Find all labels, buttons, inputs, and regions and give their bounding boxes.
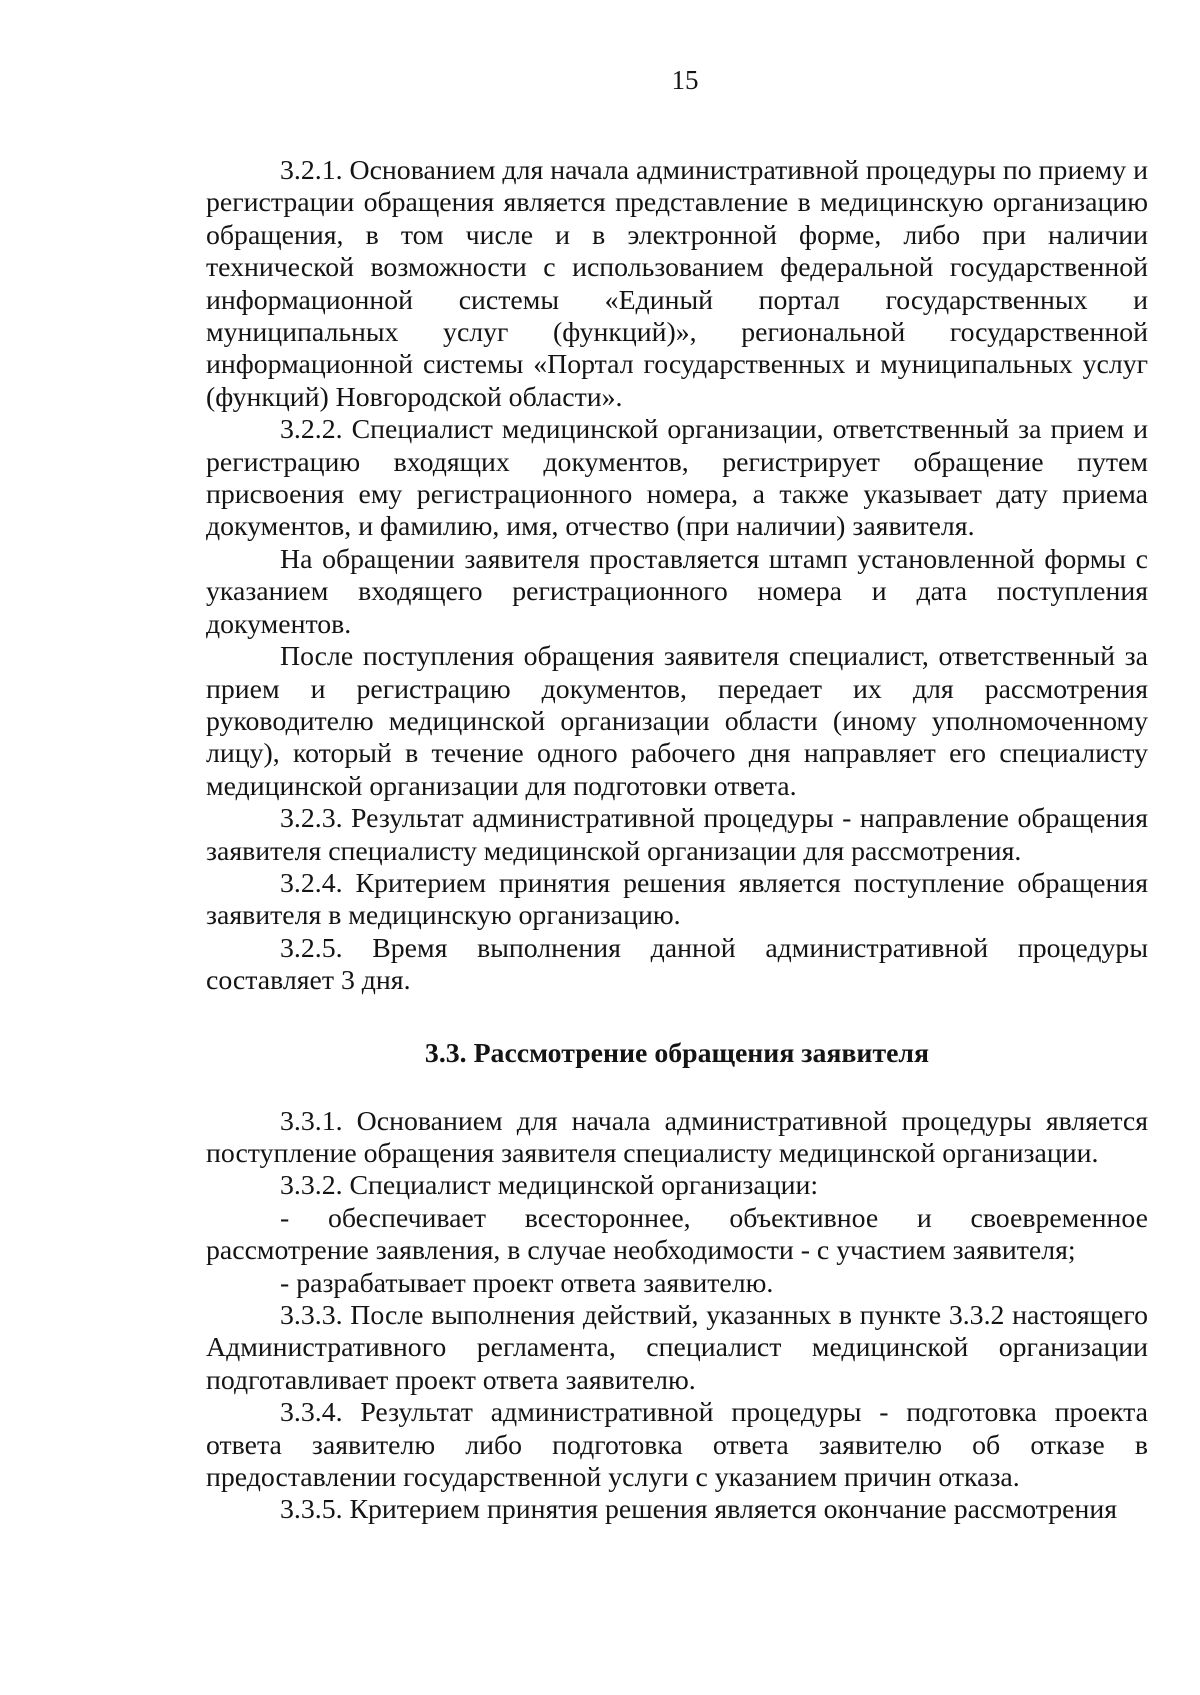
paragraph-3-2-5: 3.2.5. Время выполнения данной административной процедуры составляет 3 дня. bbox=[206, 932, 1148, 997]
document-body bbox=[206, 155, 1148, 1527]
paragraph-3-2-1: 3.2.1. Основанием для начала административной процедуры по приему и регистрации обращения является представление в медицинскую организацию обращения, в том числе и в электронной форме, либо при наличии технической возможности с использованием федеральной государственной информационной системы «Единый портал государственных и муниципальных услуг (функций)», региональной государственной информационной системы «Портал государственных и муниципальных услуг (функций) Новгородской области». bbox=[206, 155, 1148, 413]
paragraph-3-3-4: 3.3.4. Результат административной процедуры - подготовка проекта ответа заявителю либо подготовка ответа заявителю об отказе в предоставлении государственной услуги с указанием причин отказа. bbox=[206, 1397, 1148, 1494]
list-item-drafts: - разрабатывает проект ответа заявителю. bbox=[280, 1267, 774, 1299]
paragraph-3-3-2: 3.3.2. Специалист медицинской организации: bbox=[280, 1170, 819, 1202]
page-number: 15 bbox=[671, 65, 699, 95]
paragraph-3-2-2: 3.2.2. Специалист медицинской организации, ответственный за прием и регистрацию входящих документов, регистрирует обращение путем присвоения ему регистрационного номера, а также указывает дату приема документов, и фамилию, имя, отчество (при наличии) заявителя. bbox=[206, 414, 1148, 543]
paragraph-3-3-3: 3.3.3. После выполнения действий, указанных в пункте 3.3.2 настоящего Административного регламента, специалист медицинской организации подготавливает проект ответа заявителю. bbox=[206, 1300, 1148, 1396]
section-heading: 3.3. Рассмотрение обращения заявителя bbox=[424, 1037, 930, 1069]
paragraph-after-receipt: После поступления обращения заявителя специалист, ответственный за прием и регистрацию документов, передает их для рассмотрения руководителю медицинской организации области (иному уполномоченному лицу), который в течение одного рабочего дня направляет его специалисту медицинской организации для подготовки ответа. bbox=[206, 641, 1148, 802]
paragraph-3-3-5: 3.3.5. Критерием принятия решения является окончание рассмотрения bbox=[280, 1494, 1117, 1526]
paragraph-3-3-1: 3.3.1. Основанием для начала административной процедуры является поступление обращения заявителя специалисту медицинской организации. bbox=[206, 1105, 1148, 1169]
list-item-ensures: - обеспечивает всестороннее, объективное и своевременное рассмотрение заявления, в случае необходимости - с участием заявителя; bbox=[206, 1202, 1148, 1267]
paragraph-3-2-3: 3.2.3. Результат административной процедуры - направление обращения заявителя специалисту медицинской организации для рассмотрения. bbox=[206, 803, 1148, 867]
paragraph-stamp: На обращении заявителя проставляется штамп установленной формы с указанием входящего регистрационного номера и дата поступления документов. bbox=[206, 543, 1148, 640]
paragraph-3-2-4: 3.2.4. Критерием принятия решения является поступление обращения заявителя в медицинскую организацию. bbox=[206, 867, 1148, 932]
